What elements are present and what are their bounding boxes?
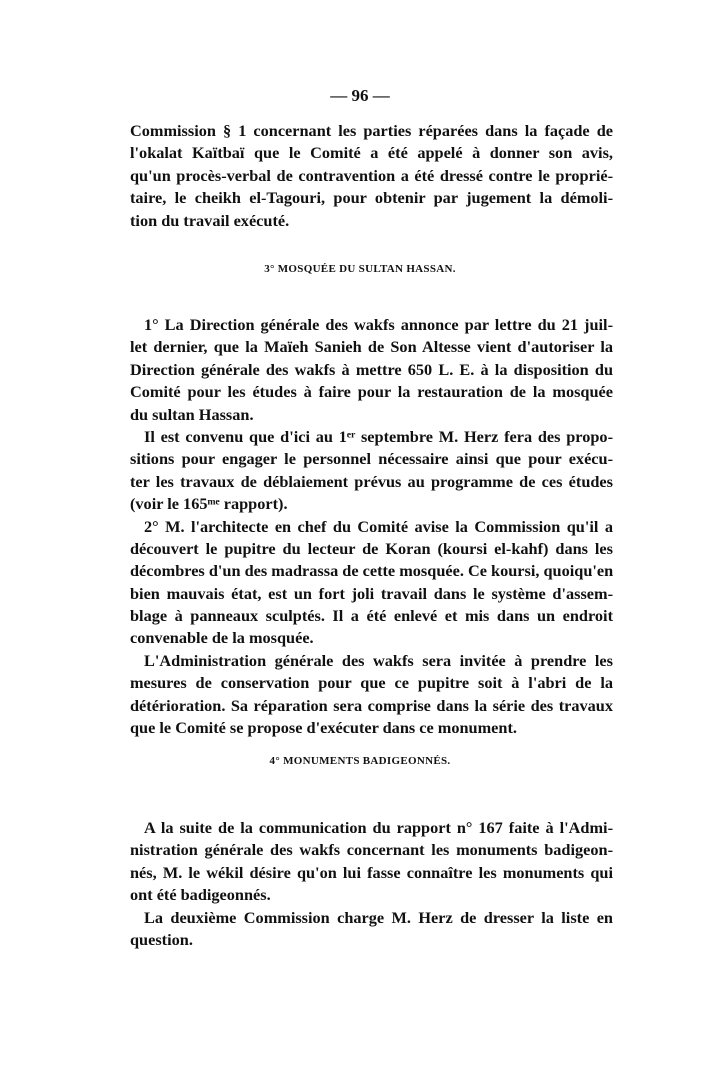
paragraph-continued [130,120,613,232]
text-line: décombres d'un des madrassa de cette mosquée. Ce koursi, quoiqu'en [130,561,614,581]
section-heading-3: 3° MOSQUÉE DU SULTAN HASSAN. [264,263,456,275]
page-number: — 96 — [330,86,390,105]
text-line: (voir le 165ᵐᵉ rapport). [130,494,288,514]
text-line: 1° La Direction générale des wakfs annonce par lettre du 21 juil- [144,315,613,334]
text-line: Comité pour les études à faire pour la restauration de la mosquée [130,382,613,402]
text-line: nistration générale des wakfs concernant les monuments badigeon- [130,840,613,860]
text-line: que le Comité se propose d'exécuter dans ce monument. [130,718,517,738]
section-4-body [130,817,613,951]
text-line: let dernier, que la Maïeh Sanieh de Son Altesse vient d'autoriser la [130,337,613,357]
text-line: ter les travaux de déblaiement prévus au programme de ces études [130,471,613,491]
text-line: sitions pour engager le personnel nécessaire ainsi que pour exécu- [130,449,613,469]
text-line: Direction générale des wakfs à mettre 650 L. E. à la disposition du [130,359,613,379]
text-line: l'okalat Kaïtbaï que le Comité a été appelé à donner son avis, [130,143,613,163]
text-line: Il est convenu que d'ici au 1ᵉʳ septembre M. Herz fera des propo- [144,426,613,446]
text-line: détérioration. Sa réparation sera comprise dans la série des travaux [130,695,613,715]
text-line: Commission § 1 concernant les parties réparées dans la façade de [130,121,613,140]
text-line: nés, M. le wékil désire qu'on lui fasse connaître les monuments qui [130,862,613,882]
text-line: bien mauvais état, est un fort joli travail dans le système d'assem- [130,583,613,603]
text-line: convenable de la mosquée. [130,628,314,648]
text-line: La deuxième Commission charge M. Herz de dresser la liste en [144,907,613,927]
text-line: ont été badigeonnés. [130,885,271,905]
text-line: du sultan Hassan. [130,404,254,424]
text-line: L'Administration générale des wakfs sera invitée à prendre les [144,650,613,670]
text-line: question. [130,929,193,949]
section-3-body [130,314,613,739]
text-line: tion du travail exécuté. [130,210,290,230]
text-line: mesures de conservation pour que ce pupitre soit à l'abri de la [130,673,613,693]
text-line: 2° M. l'architecte en chef du Comité avise la Commission qu'il a [144,516,613,536]
text-line: blage à panneaux sculptés. Il a été enlevé et mis dans un endroit [130,606,613,626]
text-line: découvert le pupitre du lecteur de Koran (koursi el-kahf) dans les [130,538,613,558]
text-line: A la suite de la communication du rapport n° 167 faite à l'Admi- [144,818,613,837]
text-line: taire, le cheikh el-Tagouri, pour obtenir par jugement la démoli- [130,188,613,208]
section-heading-4: 4° MONUMENTS BADIGEONNÉS. [269,755,451,767]
text-line: qu'un procès-verbal de contravention a été dressé contre le proprié- [130,165,613,185]
